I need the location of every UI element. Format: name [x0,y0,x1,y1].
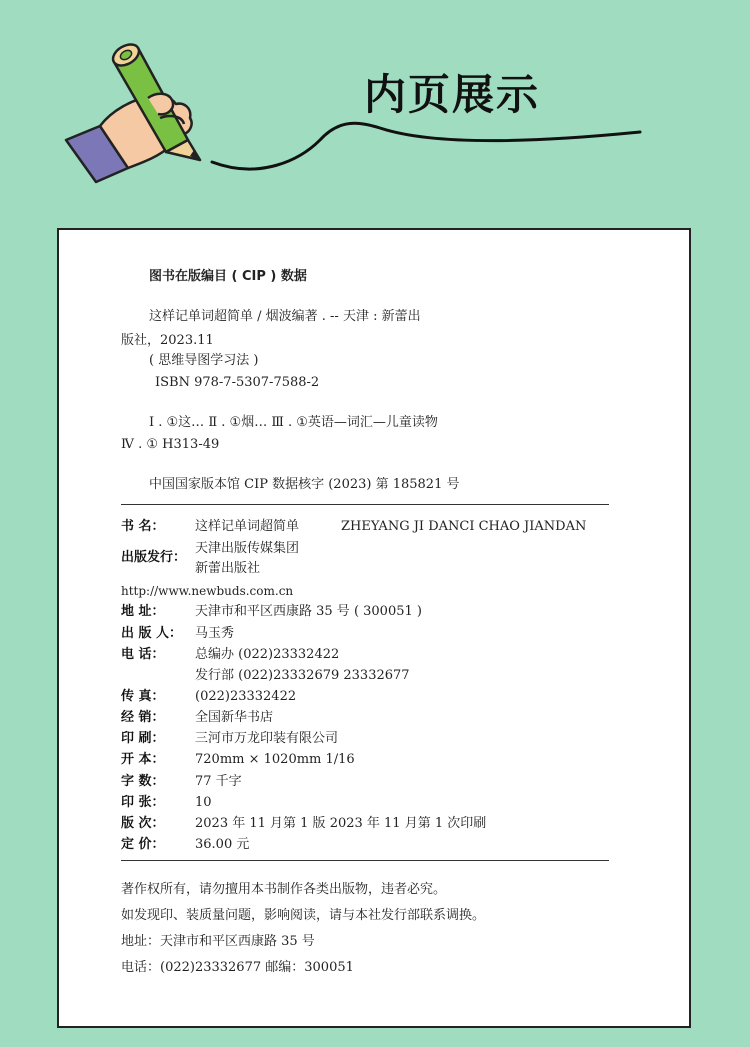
publisher-value-2: 新蕾出版社 [195,561,261,576]
cip-series: ( 思维导图学习法 ) [149,353,259,368]
publisher-person-value: 马玉秀 [195,626,235,641]
edition-label: 版 次： [121,816,165,831]
title-label: 书 名： [121,519,165,534]
wavy-underline [212,123,640,169]
word-count-label: 字 数： [121,774,165,789]
cip-record-number: 中国国家版本馆 CIP 数据核字 (2023) 第 185821 号 [149,477,460,492]
price-value: 36.00 元 [195,837,250,852]
address-value: 天津市和平区西康路 35 号 ( 300051 ) [195,604,422,619]
address-label: 地 址： [121,604,165,619]
cip-line-2: 版社，2023.11 [121,333,214,348]
price-label: 定 价： [121,837,165,852]
format-label: 开 本： [121,752,165,767]
divider-bottom [121,860,609,861]
publisher-value-1: 天津出版传媒集团 [195,541,300,556]
fax-label: 传 真： [121,689,165,704]
phone-label: 电 话： [121,647,165,662]
sheets-label: 印 张： [121,795,165,810]
printer-label: 印 刷： [121,731,165,746]
cip-classification-1: Ⅰ . ①这… Ⅱ . ①烟… Ⅲ . ①英语—词汇—儿童读物 [149,415,438,430]
title-value: 这样记单词超简单 [195,519,300,534]
copyright-page [57,228,691,1028]
edition-value: 2023 年 11 月第 1 版 2023 年 11 月第 1 次印刷 [195,816,487,831]
website: http://www.newbuds.com.cn [121,584,294,598]
title-pinyin: ZHEYANG JI DANCI CHAO JIANDAN [341,519,587,534]
format-value: 720mm × 1020mm 1/16 [195,752,355,767]
copyright-notice: 著作权所有，请勿擅用本书制作各类出版物，违者必究。 [121,882,447,897]
cip-heading: 图书在版编目 ( CIP ) 数据 [149,269,307,284]
distributor-label: 经 销： [121,710,165,725]
distributor-value: 全国新华书店 [195,710,274,725]
divider-top [121,504,609,505]
quality-notice: 如发现印、装质量问题，影响阅读，请与本社发行部联系调换。 [121,908,486,923]
printer-value: 三河市万龙印装有限公司 [195,731,339,746]
publisher-label: 出版发行： [121,550,187,565]
cip-classification-2: Ⅳ . ① H313-49 [121,437,220,452]
sheets-value: 10 [195,795,212,810]
cip-isbn: ISBN 978-7-5307-7588-2 [155,375,320,390]
word-count-value: 77 千字 [195,774,242,789]
footer-address: 地址：天津市和平区西康路 35 号 [121,934,315,949]
footer-contact: 电话：(022)23332677 邮编：300051 [121,960,354,975]
cip-line-1: 这样记单词超简单 / 烟波编著 . -- 天津 : 新蕾出 [149,309,421,324]
phone-value-2: 发行部 (022)23332679 23332677 [195,668,410,683]
fax-value: (022)23332422 [195,689,297,704]
phone-value-1: 总编办 (022)23332422 [195,647,340,662]
publisher-person-label: 出 版 人： [121,626,183,641]
page-title: 内页展示 [364,70,541,119]
